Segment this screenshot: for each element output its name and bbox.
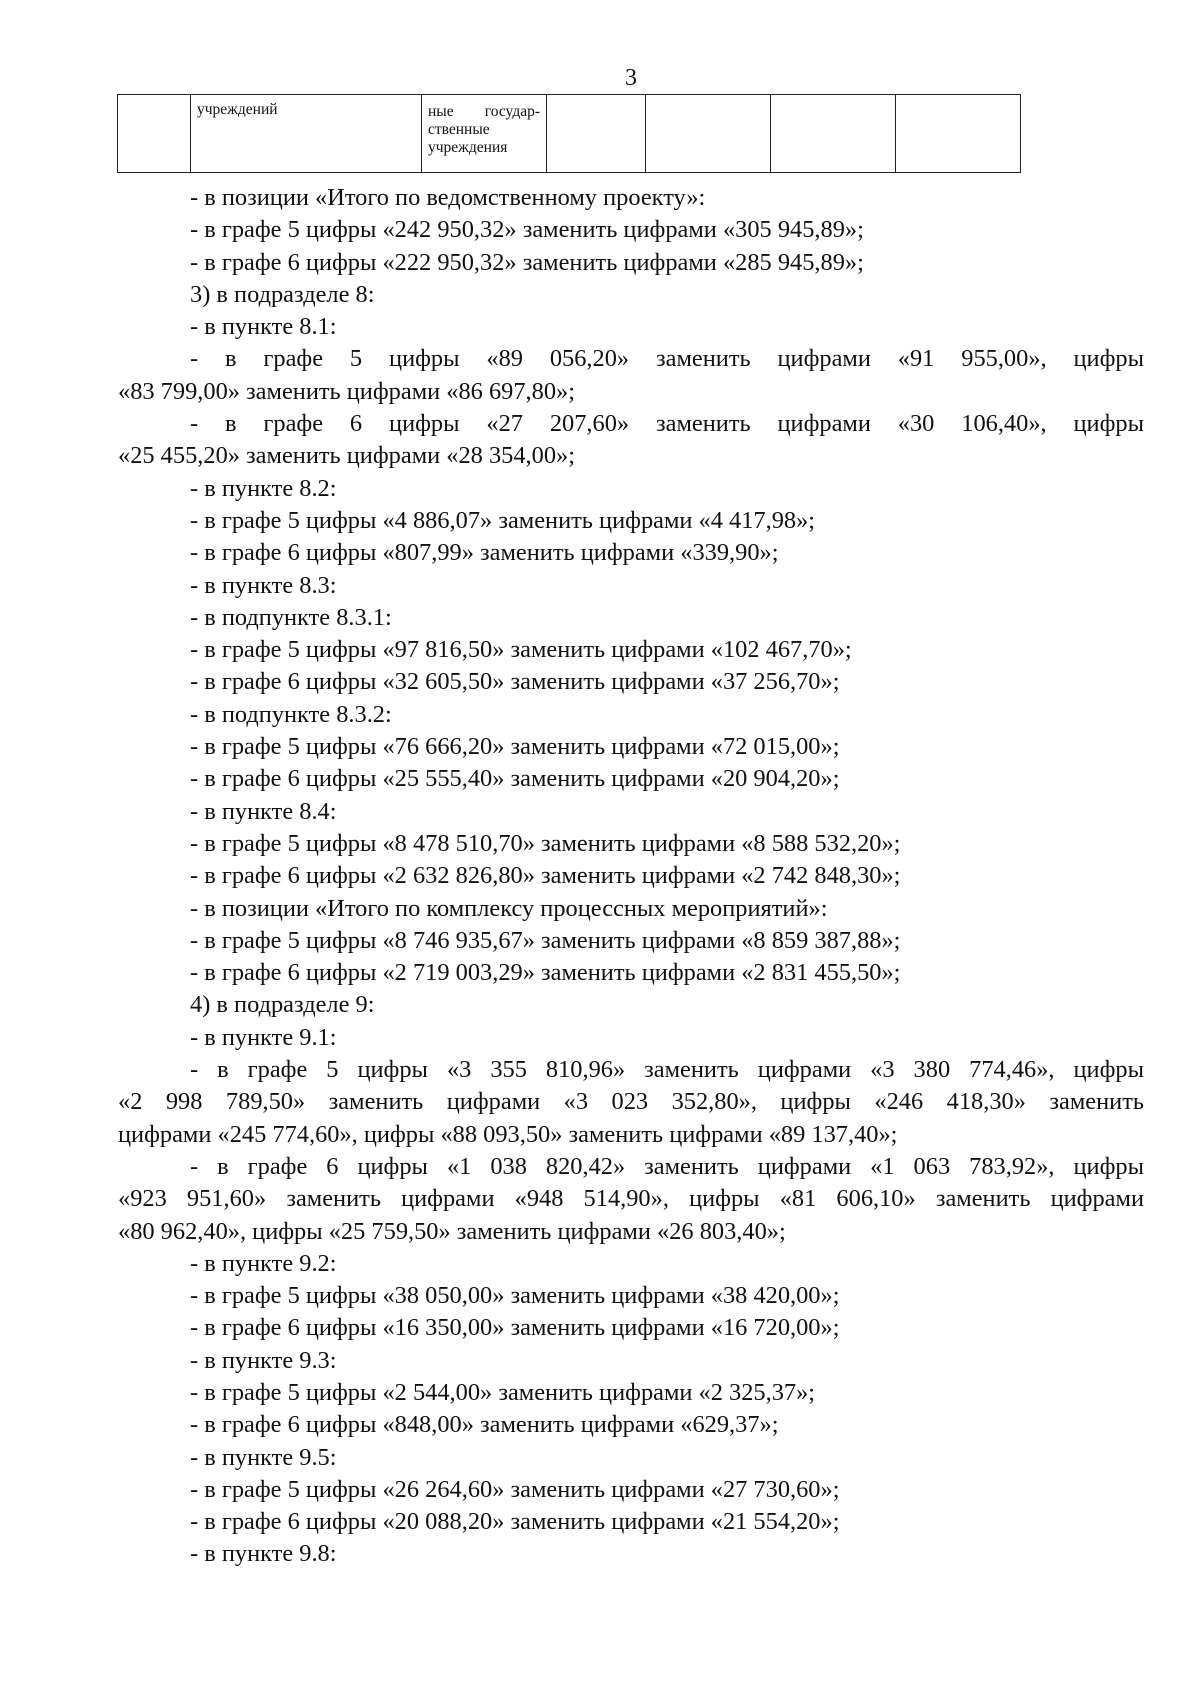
text-line: «2 998 789,50» заменить цифрами «3 023 352,80», цифры «246 418,30» заменить: [118, 1088, 1144, 1116]
text-line: - в графе 5 цифры «26 264,60» заменить цифрами «27 730,60»;: [190, 1475, 840, 1503]
text-line: - в графе 5 цифры «2 544,00» заменить цифрами «2 325,37»;: [190, 1378, 816, 1406]
amendment-text: [118, 182, 1144, 1571]
text-line: - в графе 6 цифры «25 555,40» заменить цифрами «20 904,20»;: [190, 765, 840, 793]
text-line: «80 962,40», цифры «25 759,50» заменить цифрами «26 803,40»;: [118, 1217, 786, 1245]
text-line: цифрами «245 774,60», цифры «88 093,50» заменить цифрами «89 137,40»;: [118, 1120, 898, 1148]
text-line: - в пункте 9.8:: [190, 1540, 337, 1568]
text-line: - в пункте 9.1:: [190, 1023, 337, 1051]
text-line: - в графе 6 цифры «2 632 826,80» заменить цифрами «2 742 848,30»;: [190, 862, 901, 890]
text-line: 3) в подразделе 8:: [190, 280, 375, 308]
text-line: - в пункте 8.4:: [190, 797, 337, 825]
table-cell-empty: [896, 95, 1021, 173]
table-cell-state-institutions: [422, 95, 547, 173]
text-line: - в графе 5 цифры «76 666,20» заменить цифрами «72 015,00»;: [190, 733, 840, 761]
table-cell-institutions: учреждений: [191, 95, 422, 173]
text-line: «25 455,20» заменить цифрами «28 354,00»;: [118, 442, 576, 470]
text-line: - в графе 5 цифры «3 355 810,96» заменить цифрами «3 380 774,46», цифры: [190, 1056, 1144, 1084]
text-line: - в графе 6 цифры «20 088,20» заменить цифрами «21 554,20»;: [190, 1508, 840, 1536]
text-line: - в графе 5 цифры «8 478 510,70» заменить цифрами «8 588 532,20»;: [190, 829, 901, 857]
cell-line: ные государ-: [428, 103, 540, 120]
text-line: - в графе 5 цифры «8 746 935,67» заменить цифрами «8 859 387,88»;: [190, 926, 901, 954]
text-line: - в графе 6 цифры «2 719 003,29» заменить цифрами «2 831 455,50»;: [190, 959, 901, 987]
text-line: - в пункте 8.2:: [190, 474, 337, 502]
continued-table-fragment: [117, 94, 1021, 173]
table-row: [118, 95, 1021, 173]
text-line: - в графе 6 цифры «32 605,50» заменить цифрами «37 256,70»;: [190, 668, 840, 696]
text-line: - в графе 6 цифры «222 950,32» заменить цифрами «285 945,89»;: [190, 248, 864, 276]
text-line: - в графе 5 цифры «242 950,32» заменить цифрами «305 945,89»;: [190, 216, 864, 244]
text-line: - в графе 5 цифры «4 886,07» заменить цифрами «4 417,98»;: [190, 506, 816, 534]
text-line: - в графе 5 цифры «97 816,50» заменить цифрами «102 467,70»;: [190, 636, 852, 664]
cell-line: ственные: [428, 121, 490, 138]
text-line: - в графе 6 цифры «16 350,00» заменить цифрами «16 720,00»;: [190, 1314, 840, 1342]
text-line: - в графе 5 цифры «38 050,00» заменить цифрами «38 420,00»;: [190, 1282, 840, 1310]
table-cell-empty: [118, 95, 191, 173]
text-line: 4) в подразделе 9:: [190, 991, 375, 1019]
text-line: - в графе 6 цифры «807,99» заменить цифрами «339,90»;: [190, 539, 779, 567]
text-line: - в графе 6 цифры «848,00» заменить цифрами «629,37»;: [190, 1411, 779, 1439]
text-line: - в пункте 8.3:: [190, 571, 337, 599]
text-line: - в графе 6 цифры «27 207,60» заменить цифрами «30 106,40», цифры: [190, 410, 1144, 438]
text-line: - в пункте 9.2:: [190, 1249, 337, 1277]
text-line: - в позиции «Итого по ведомственному проекту»:: [190, 184, 706, 211]
text-line: «923 951,60» заменить цифрами «948 514,90», цифры «81 606,10» заменить цифрами: [118, 1185, 1144, 1213]
text-line: - в подпункте 8.3.1:: [190, 603, 392, 631]
table-cell-empty: [771, 95, 896, 173]
text-line: - в подпункте 8.3.2:: [190, 700, 392, 728]
text-line: - в пункте 9.3:: [190, 1346, 337, 1374]
cell-line: учреждения: [428, 139, 508, 156]
text-line: - в графе 6 цифры «1 038 820,42» заменить цифрами «1 063 783,92», цифры: [190, 1152, 1144, 1180]
table-cell-empty: [646, 95, 771, 173]
text-line: «83 799,00» заменить цифрами «86 697,80»;: [118, 377, 576, 405]
text-line: - в позиции «Итого по комплексу процессных мероприятий»:: [190, 894, 828, 922]
text-line: - в графе 5 цифры «89 056,20» заменить цифрами «91 955,00», цифры: [190, 345, 1144, 373]
table-cell-empty: [547, 95, 646, 173]
page-number: 3: [625, 65, 637, 91]
text-line: - в пункте 8.1:: [190, 313, 337, 341]
text-line: - в пункте 9.5:: [190, 1443, 337, 1471]
